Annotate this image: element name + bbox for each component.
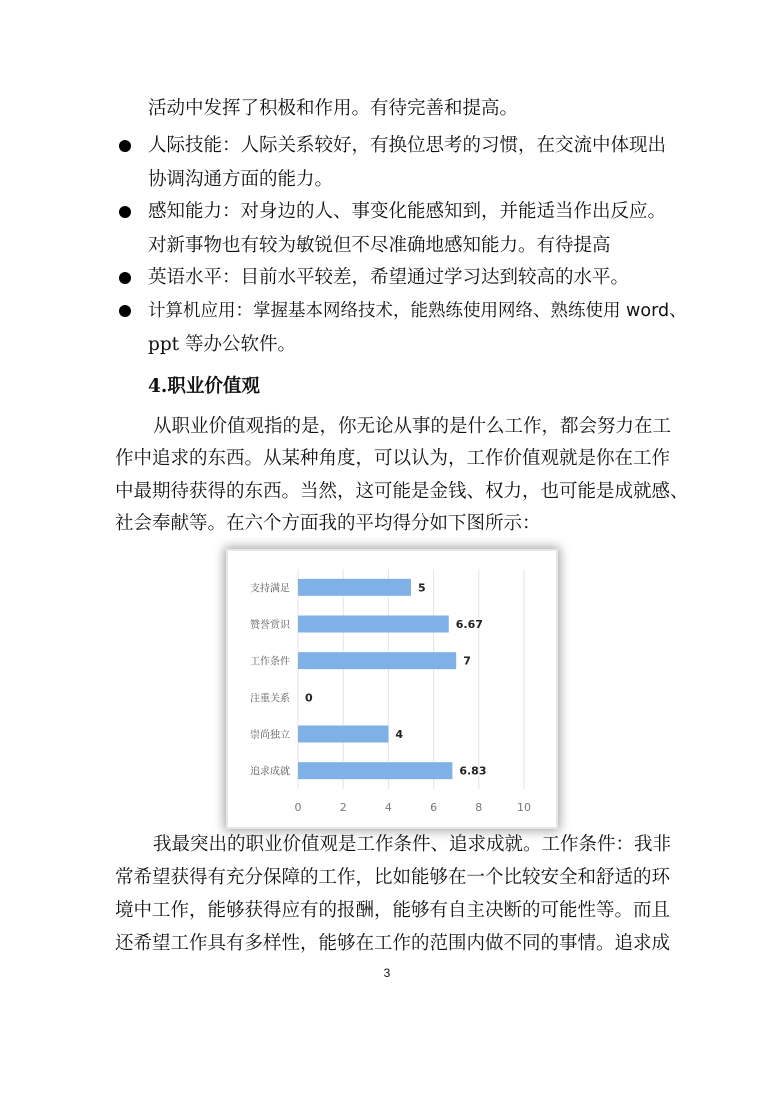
data-label: 6.67: [455, 618, 483, 631]
category-label: 工作条件: [250, 656, 290, 668]
paragraph-line: 还希望工作具有多样性，能够在工作的范围内做不同的事情。追求成: [115, 933, 671, 954]
text-line: 活动中发挥了积极和作用。有待完善和提高。: [148, 98, 519, 119]
text-line: 人际技能：人际关系较好，有换位思考的习惯，在交流中体现出: [148, 135, 667, 156]
x-tick-label: 2: [339, 801, 347, 814]
section-heading: 4.职业价值观: [148, 376, 260, 397]
category-label: 注重关系: [250, 693, 290, 705]
paragraph-line: 境中工作，能够获得应有的报酬，能够有自主决断的可能性等。而且: [115, 900, 671, 921]
x-tick-label: 6: [430, 801, 438, 814]
bullet-icon: [119, 206, 131, 218]
text-line: 协调沟通方面的能力。: [148, 169, 334, 190]
bar: [298, 762, 452, 779]
data-label: 4: [395, 728, 404, 741]
page-number: 3: [383, 966, 391, 980]
bullet-icon: [119, 272, 131, 284]
category-label: 赞誉赏识: [250, 620, 290, 631]
data-label: 7: [463, 654, 471, 668]
bar: [298, 616, 449, 633]
text-line: 对新事物也有较为敏锐但不尽准确地感知能力。有待提高: [148, 235, 611, 256]
paragraph-line: 我最突出的职业价值观是工作条件、追求成就。工作条件：我非: [153, 834, 672, 855]
paragraph-line: 作中追求的东西。从某种角度，可以认为，工作价值观就是你在工作: [115, 448, 671, 469]
data-label: 5: [418, 581, 426, 595]
bullet-icon: [119, 140, 131, 152]
text-line: ppt 等办公软件。: [148, 334, 297, 355]
data-label: 0: [305, 691, 313, 705]
paragraph-line: 社会奉献等。在六个方面我的平均得分如下图所示：: [115, 513, 541, 534]
bar: [298, 726, 388, 743]
bar: [298, 579, 411, 596]
paragraph-line: 从职业价值观指的是，你无论从事的是什么工作，都会努力在工: [153, 416, 672, 437]
bar-chart-figure: [228, 551, 556, 827]
x-tick-label: 10: [517, 801, 531, 814]
text-line: 计算机应用：掌握基本网络技术，能熟练使用网络、熟练使用 word、: [148, 301, 687, 321]
bullet-icon: [119, 305, 131, 317]
bar-chart: [228, 551, 556, 827]
category-label: 追求成就: [250, 766, 290, 778]
paragraph-line: 中最期待获得的东西。当然，这可能是金钱、权力，也可能是成就感、: [115, 481, 689, 502]
paragraph-line: 常希望获得有充分保障的工作，比如能够在一个比较安全和舒适的环: [115, 867, 671, 888]
text-line: 感知能力：对身边的人、事变化能感知到，并能适当作出反应。: [148, 201, 667, 222]
text-line: 英语水平：目前水平较差，希望通过学习达到较高的水平。: [148, 267, 630, 288]
x-tick-label: 4: [384, 801, 392, 814]
bar: [298, 652, 456, 669]
x-tick-label: 0: [294, 801, 302, 814]
x-tick-label: 8: [475, 801, 483, 814]
category-label: 崇尚独立: [250, 730, 290, 741]
data-label: 6.83: [459, 764, 487, 778]
category-label: 支持满足: [250, 583, 290, 595]
